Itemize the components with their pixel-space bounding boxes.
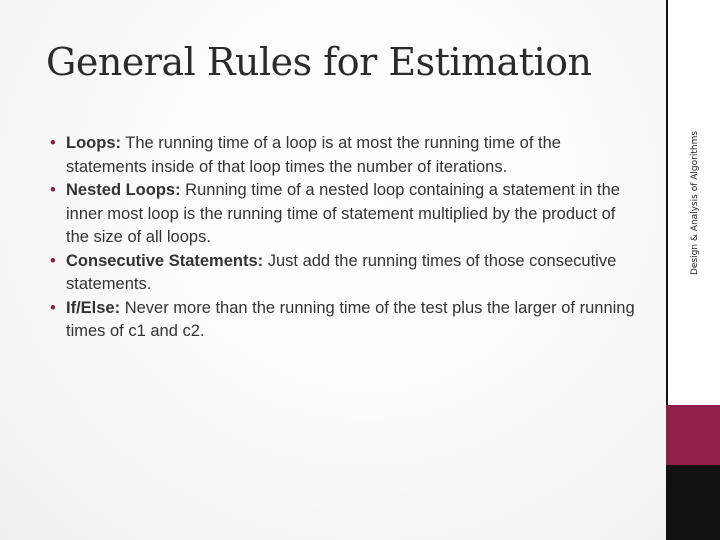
side-label-container — [668, 0, 720, 405]
side-band — [666, 0, 720, 540]
bullet-list — [50, 132, 640, 344]
bullet-marker: • — [50, 251, 56, 270]
bullet-marker: • — [50, 134, 56, 152]
bullet-nested-loops — [50, 179, 640, 250]
bullet-text: Running time of a nested loop containing a statement in the inner most loop is the running time of statement multiplied by the product of the size of all loops. — [66, 181, 620, 246]
side-band-upper — [666, 0, 720, 405]
bullet-term: Nested Loops: — [66, 181, 181, 199]
side-accent-block — [666, 405, 720, 465]
bullet-text: Just add the running times of those consecutive statements. — [66, 251, 617, 293]
bullet-marker: • — [50, 298, 56, 317]
bullet-loops — [50, 132, 640, 179]
bullet-if-else — [50, 297, 640, 344]
bullet-term: Loops: — [66, 134, 121, 152]
bullet-text: The running time of a loop is at most the running time of the statements inside of that loop times the number of iterations. — [66, 134, 561, 176]
bullet-term: If/Else: — [66, 298, 121, 317]
bullet-marker: • — [50, 181, 56, 199]
bullet-term: Consecutive Statements: — [66, 251, 264, 270]
slide-title: General Rules for Estimation — [46, 40, 592, 84]
bullet-text: Never more than the running time of the test plus the larger of running times of c1 and c2. — [66, 298, 635, 340]
course-label: Design & Analysis of Algorithms — [690, 130, 700, 275]
bullet-consecutive-statements — [50, 250, 640, 297]
